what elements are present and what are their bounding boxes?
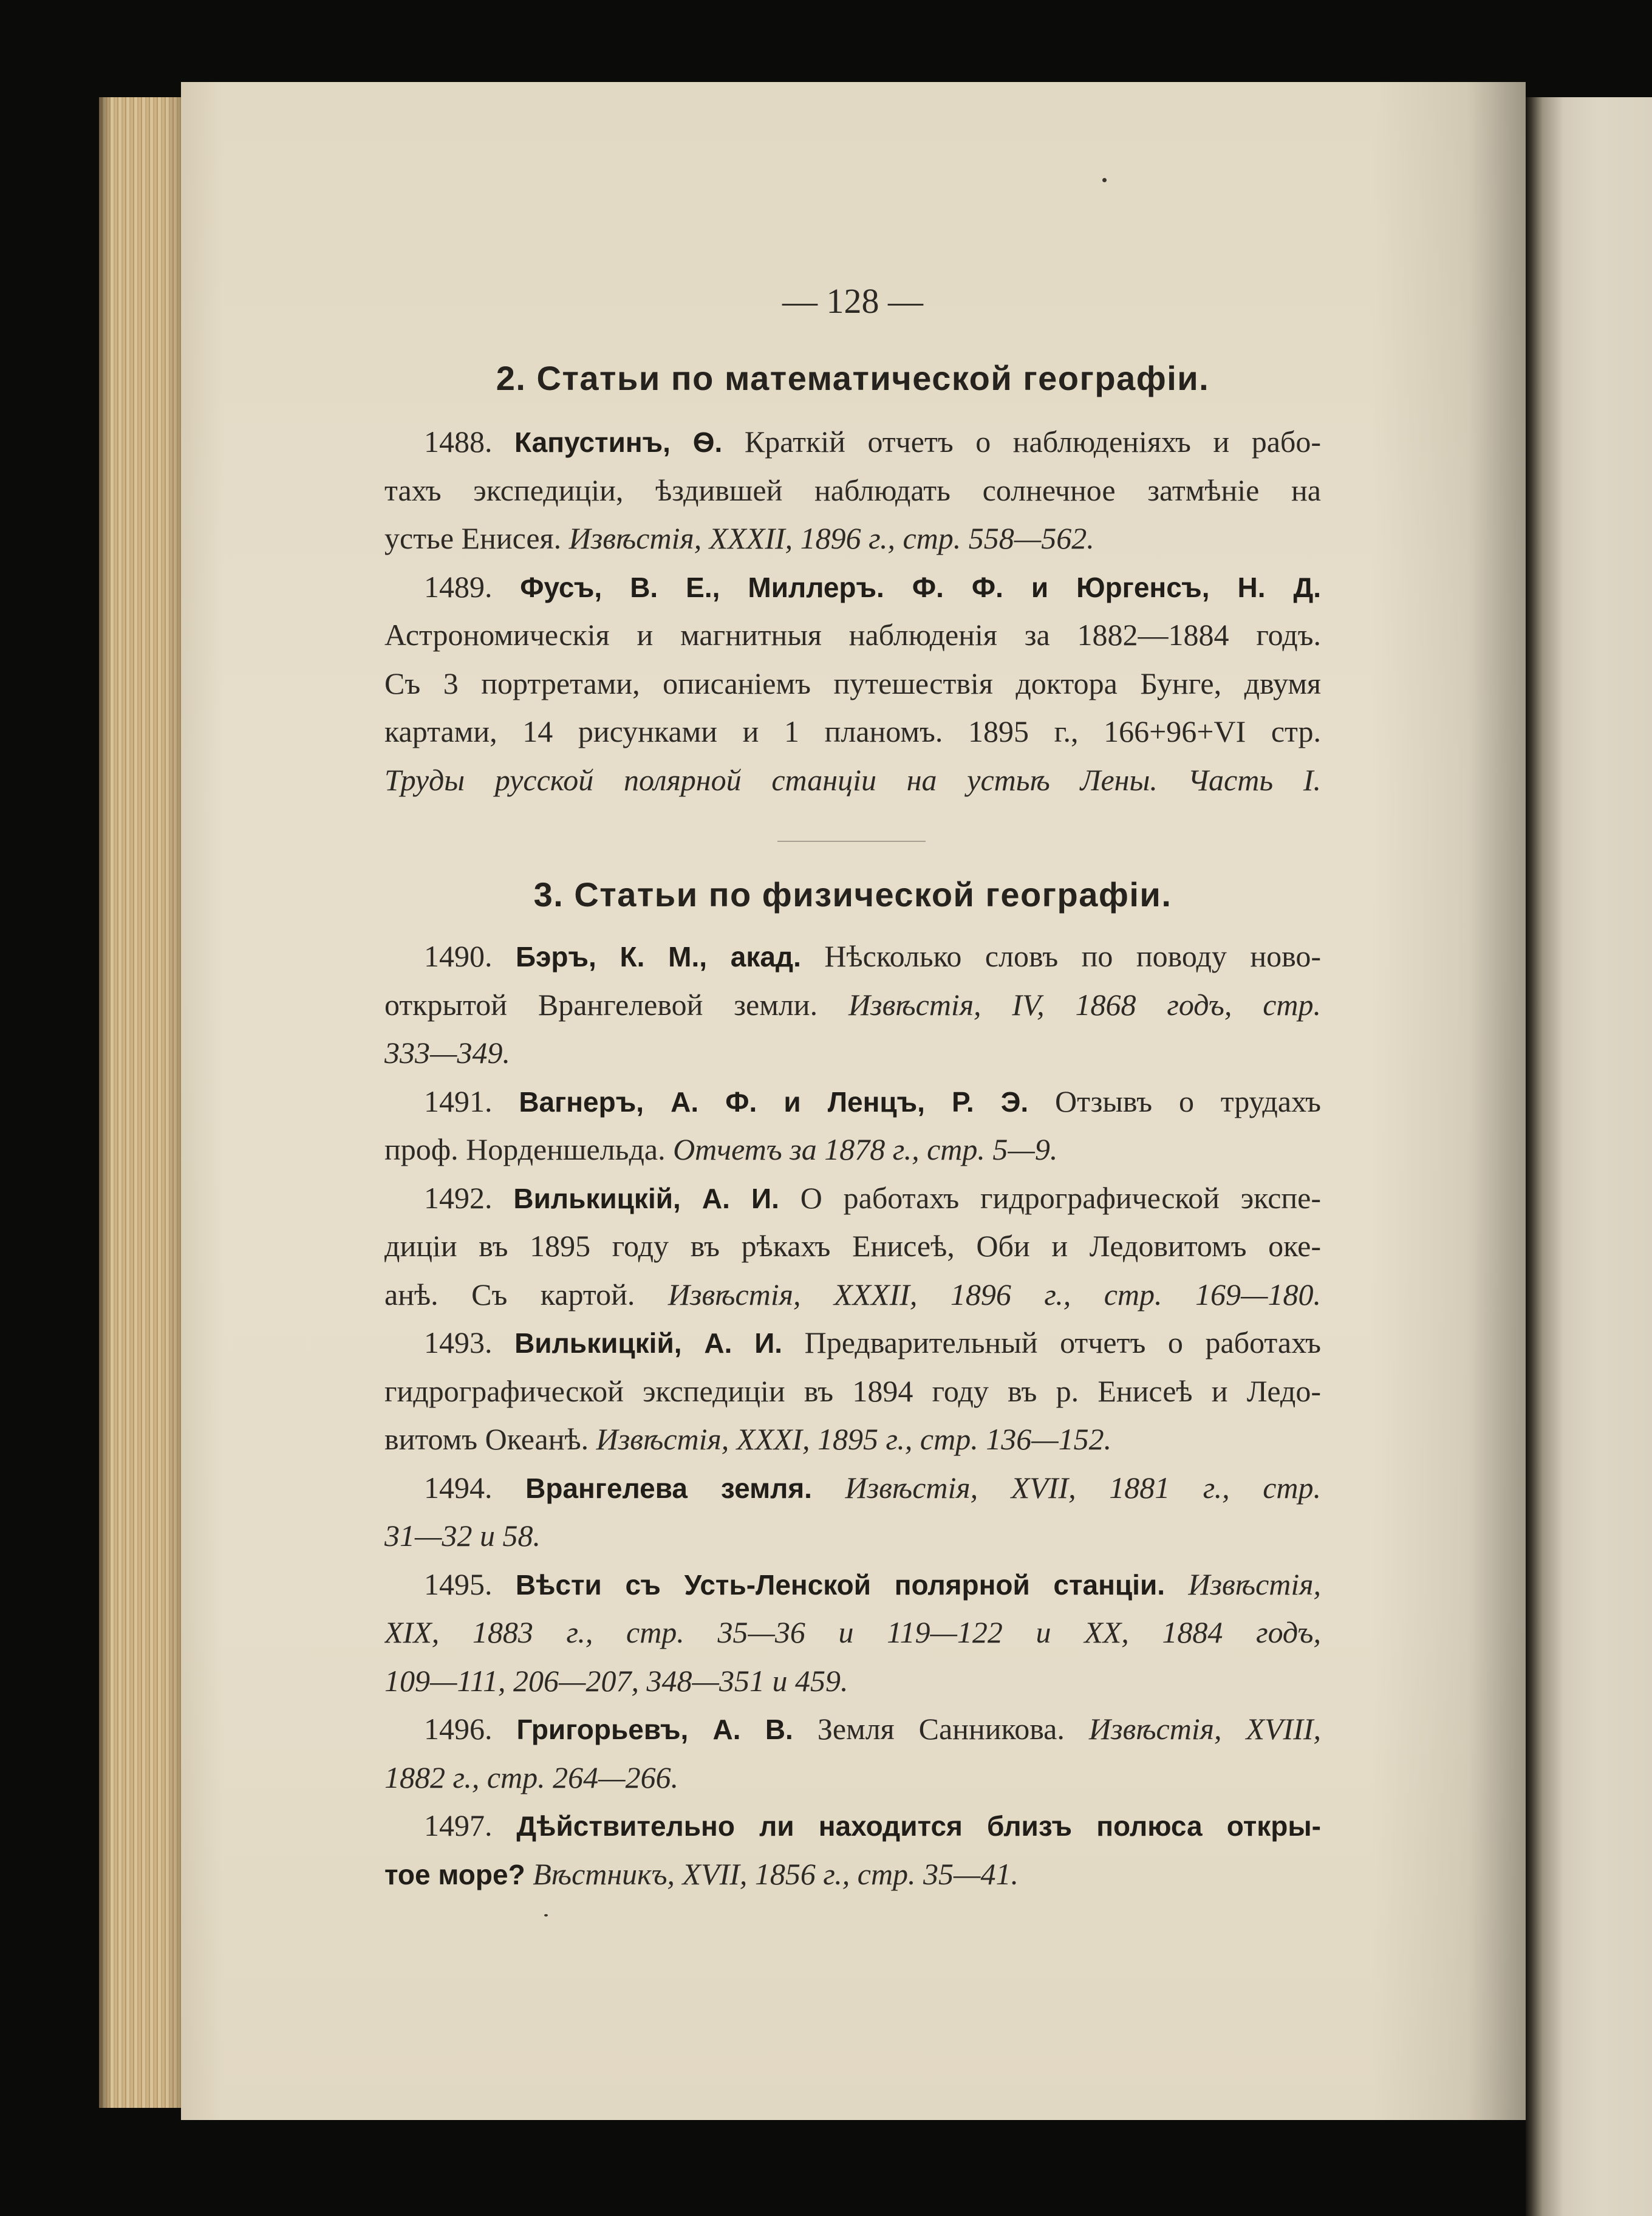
section-heading-math: 2. Статьи по математической географіи. — [496, 359, 1210, 397]
entry-line — [384, 1126, 1321, 1174]
entry-source: Извѣстія, — [1188, 1567, 1321, 1601]
entry-line — [384, 1850, 1321, 1899]
entry-source: 109—111, 206—207, 348—351 и 459. — [384, 1663, 848, 1698]
entry-text: Предварительный отчетъ о работахъ — [804, 1325, 1321, 1359]
entry-text: Отзывъ о трудахъ — [1055, 1084, 1321, 1118]
bib-entry-1494 — [384, 1464, 1321, 1561]
entry-text: Земля Санникова. — [817, 1712, 1065, 1746]
entry-line — [384, 611, 1321, 660]
entry-line — [384, 660, 1321, 708]
entry-source: Вѣстникъ, XVII, 1856 г., стр. 35—41. — [533, 1856, 1019, 1891]
entry-heading: Бэръ, К. М., акад. — [515, 941, 801, 973]
section-math-entries — [384, 418, 1321, 804]
entry-source: 1882 г., стр. 264—266. — [384, 1760, 679, 1794]
entry-line — [384, 1271, 1321, 1319]
entry-line — [384, 1174, 1321, 1223]
entry-line — [384, 515, 1321, 563]
entry-text: устье Енисея. — [384, 521, 562, 555]
entry-number: 1490. — [424, 939, 493, 973]
entry-heading: Вилькицкій, А. И. — [513, 1182, 779, 1214]
entry-source: Извѣстія, XVIII, — [1088, 1712, 1321, 1746]
bib-entry-1496 — [384, 1705, 1321, 1802]
book-page — [181, 82, 1526, 2120]
page-number: — 128 — — [782, 281, 923, 321]
entry-number: 1497. — [424, 1808, 493, 1842]
entry-text: тахъ экспедиціи, ѣздившей наблюдать солнечное затмѣніе на — [384, 473, 1321, 507]
entry-line — [384, 1754, 1321, 1802]
entry-line — [384, 1512, 1321, 1561]
entry-line — [384, 467, 1321, 515]
entry-number: 1492. — [424, 1180, 493, 1215]
bib-entry-1492 — [384, 1174, 1321, 1319]
entry-line — [384, 756, 1321, 805]
entry-text: гидрографической экспедиціи въ 1894 году въ р. Енисеѣ и Ледо- — [384, 1373, 1321, 1408]
bib-entry-1495 — [384, 1561, 1321, 1706]
bib-entry-1488 — [384, 418, 1321, 563]
bib-entry-1497 — [384, 1802, 1321, 1898]
entry-source: Извѣстія, IV, 1868 годъ, стр. — [848, 987, 1321, 1022]
entry-line — [384, 1078, 1321, 1126]
entry-text: витомъ Океанѣ. — [384, 1422, 589, 1456]
bib-entry-1493 — [384, 1319, 1321, 1464]
entry-number: 1491. — [424, 1084, 493, 1118]
entry-text: открытой Врангелевой земли. — [384, 987, 818, 1022]
entry-number: 1488. — [424, 425, 493, 459]
entry-number: 1493. — [424, 1325, 493, 1359]
entry-line — [384, 932, 1321, 981]
entry-line — [384, 1705, 1321, 1754]
entry-source: XIX, 1883 г., стр. 35—36 и 119—122 и XX, 1884 годъ, — [384, 1615, 1321, 1649]
entry-source: Труды русской полярной станціи на устьѣ Лены. Часть I. — [384, 762, 1321, 797]
entry-number: 1496. — [424, 1712, 493, 1746]
entry-source: 333—349. — [384, 1036, 510, 1070]
ink-speck — [544, 1914, 548, 1917]
entry-heading: Капустинъ, Ѳ. — [514, 426, 723, 458]
bib-entry-1491 — [384, 1078, 1321, 1174]
entry-text: диціи въ 1895 году въ рѣкахъ Енисеѣ, Оби и Ледовитомъ оке- — [384, 1229, 1321, 1263]
ink-speck — [1102, 178, 1107, 182]
entry-heading: Григорьевъ, А. В. — [516, 1714, 793, 1745]
section-heading-physical: 3. Статьи по физической географіи. — [533, 875, 1172, 914]
entry-line — [384, 1222, 1321, 1271]
entry-source: Отчетъ за 1878 г., стр. 5—9. — [673, 1132, 1058, 1166]
entry-text: Нѣсколько словъ по поводу ново- — [824, 939, 1321, 973]
entry-line — [384, 1029, 1321, 1078]
entry-number: 1494. — [424, 1470, 493, 1505]
entry-heading: Вилькицкій, А. И. — [514, 1327, 783, 1359]
entry-source: Извѣстія, XXXII, 1896 г., стр. 558—562. — [568, 521, 1094, 555]
entry-heading: Вагнеръ, А. Ф. и Ленцъ, Р. Э. — [519, 1086, 1029, 1118]
entry-text: О работахъ гидрографической экспе- — [800, 1180, 1321, 1215]
entry-line — [384, 418, 1321, 467]
facing-page-edge — [1526, 97, 1652, 2216]
entry-text: картами, 14 рисунками и 1 планомъ. 1895 г., 166+96+VI стр. — [384, 714, 1321, 748]
entry-line — [384, 1415, 1321, 1464]
entry-source: Извѣстія, XVII, 1881 г., стр. — [845, 1470, 1321, 1505]
entry-line — [384, 1657, 1321, 1706]
entry-source: 31—32 и 58. — [384, 1519, 541, 1553]
entry-text: Краткій отчетъ о наблюденіяхъ и рабо- — [744, 425, 1321, 459]
entry-heading: тое море? — [384, 1858, 525, 1890]
entry-number: 1489. — [424, 569, 493, 604]
entry-source: Извѣстія, XXXII, 1896 г., стр. 169—180. — [667, 1277, 1321, 1311]
entry-heading: Дѣйствительно ли находится близъ полюса откры- — [516, 1810, 1321, 1842]
entry-heading: Врангелева земля. — [525, 1472, 812, 1504]
entry-line — [384, 563, 1321, 612]
entry-heading: Вѣсти съ Усть-Ленской полярной станціи. — [515, 1568, 1166, 1601]
page-edge-stack — [99, 97, 181, 2108]
entry-line — [384, 708, 1321, 756]
entry-line — [384, 1319, 1321, 1367]
section-divider — [777, 841, 926, 842]
entry-text: проф. Норденшельда. — [384, 1132, 666, 1166]
bib-entry-1490 — [384, 932, 1321, 1078]
entry-number: 1495. — [424, 1567, 493, 1601]
entry-line — [384, 981, 1321, 1030]
entry-text: Астрономическія и магнитныя наблюденія за 1882—1884 годъ. — [384, 618, 1321, 652]
entry-line — [384, 1802, 1321, 1850]
entry-text: анѣ. Съ картой. — [384, 1277, 635, 1311]
entry-heading: Фусъ, В. Е., Миллеръ. Ф. Ф. и Юргенсъ, Н. Д. — [520, 571, 1321, 603]
entry-line — [384, 1464, 1321, 1513]
entry-line — [384, 1367, 1321, 1416]
bib-entry-1489 — [384, 563, 1321, 805]
entry-source: Извѣстія, XXXI, 1895 г., стр. 136—152. — [596, 1422, 1112, 1456]
section-physical-entries — [384, 932, 1321, 1898]
entry-line — [384, 1561, 1321, 1609]
entry-line — [384, 1609, 1321, 1657]
entry-text: Съ 3 портретами, описаніемъ путешествія доктора Бунге, двумя — [384, 666, 1321, 700]
